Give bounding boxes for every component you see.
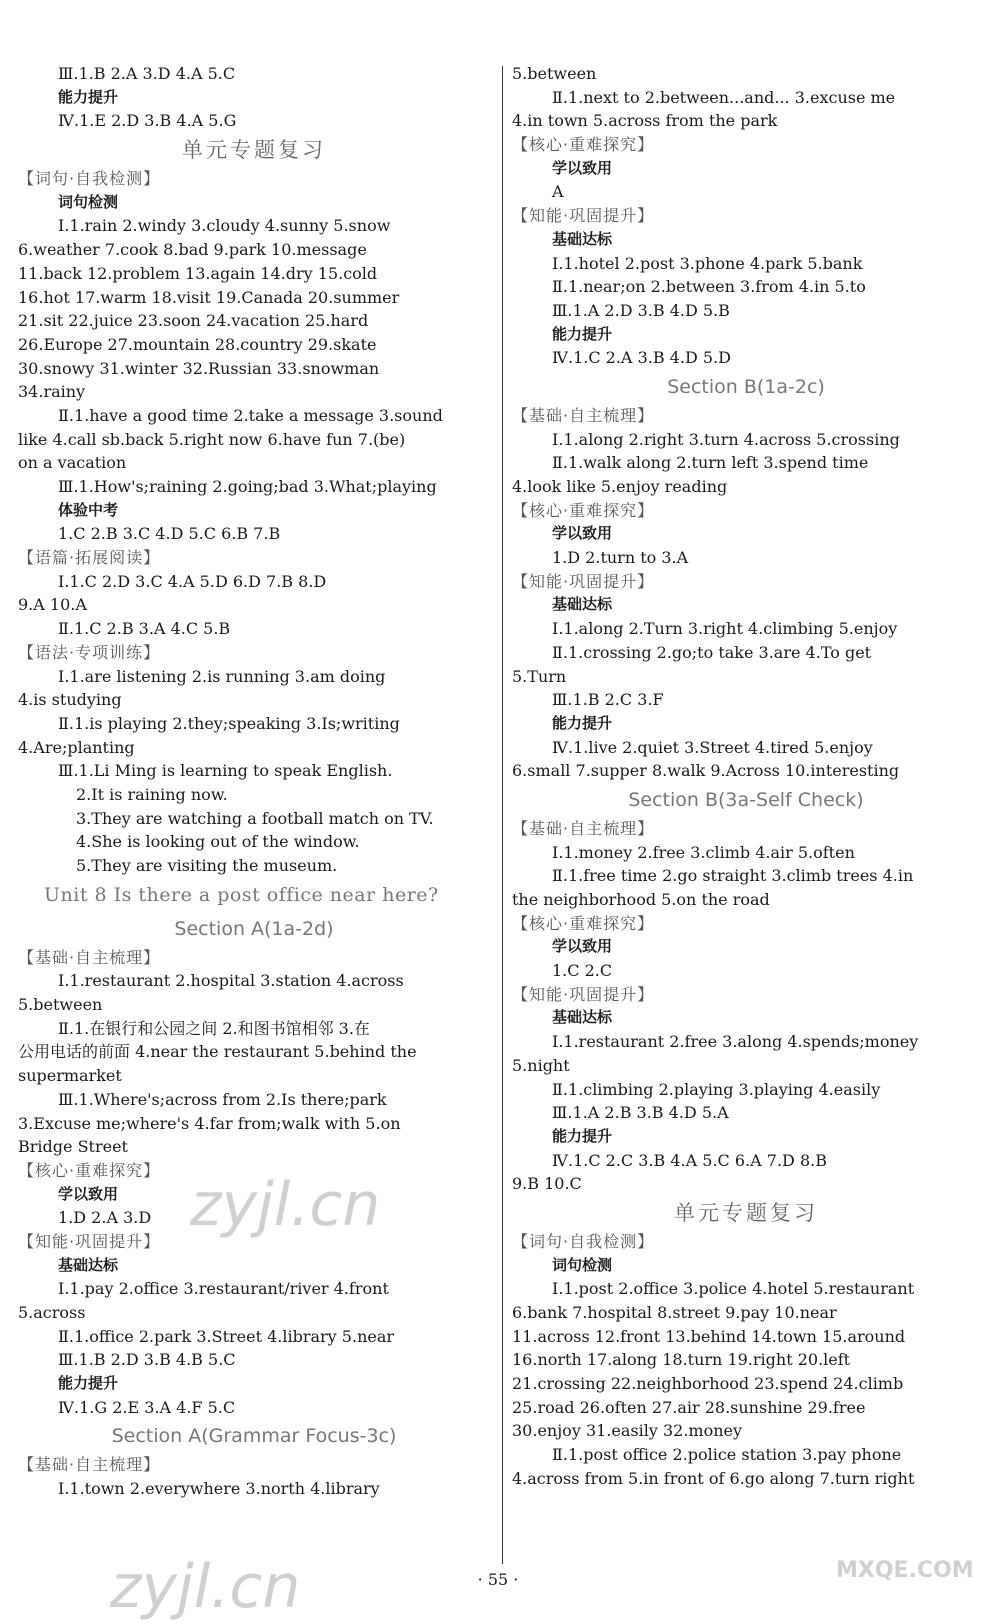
section-heading: Section A(1a-2d) <box>174 917 334 940</box>
answer-line: 34.rainy <box>18 382 86 402</box>
section-tag: 【语篇·拓展阅读】 <box>18 548 161 568</box>
answer-line: 4.in town 5.across from the park <box>512 111 778 131</box>
answer-line: Ⅱ.1.在银行和公园之间 2.和图书馆相邻 3.在 <box>58 1018 370 1038</box>
section-heading: Section B(1a-2c) <box>667 375 825 398</box>
sub-heading: 学以致用 <box>552 937 613 956</box>
section-tag: 【基础·自主梳理】 <box>512 818 655 838</box>
answer-line: Ⅲ.1.B 2.A 3.D 4.A 5.C <box>58 64 236 83</box>
sub-heading: 词句检测 <box>552 1255 613 1274</box>
section-tag: 【核心·重难探究】 <box>512 135 655 155</box>
sub-heading: 学以致用 <box>552 524 613 543</box>
section-tag: 【知能·巩固提升】 <box>512 984 655 1004</box>
answer-line: 1.C 2.B 3.C 4.D 5.C 6.B 7.B <box>58 524 281 544</box>
answer-line: 2.It is raining now. <box>76 784 228 804</box>
answer-line: 4.look like 5.enjoy reading <box>512 477 728 496</box>
answer-line: 11.back 12.problem 13.again 14.dry 15.cold <box>18 263 378 283</box>
answer-line: 4.is studying <box>18 690 122 710</box>
answer-line: Ⅰ.1.money 2.free 3.climb 4.air 5.often <box>552 842 855 862</box>
watermark-corner: MXQE.COM <box>836 1558 974 1583</box>
answer-line: Ⅱ.1.crossing 2.go;to take 3.are 4.To get <box>552 642 872 662</box>
section-tag: 【语法·专项训练】 <box>18 642 161 662</box>
answer-line: Ⅱ.1.C 2.B 3.A 4.C 5.B <box>58 619 231 639</box>
answer-line: 21.crossing 22.neighborhood 23.spend 24.climb <box>512 1374 904 1394</box>
answer-line: like 4.call sb.back 5.right now 6.have fun 7.(be) <box>18 429 406 449</box>
sub-heading: 体验中考 <box>58 500 119 519</box>
sub-heading: 能力提升 <box>552 713 613 732</box>
sub-heading: 能力提升 <box>552 324 613 343</box>
answer-line: 25.road 26.often 27.air 28.sunshine 29.free <box>512 1397 866 1417</box>
answer-line: 3.They are watching a football match on TV. <box>76 808 434 828</box>
answer-line: Ⅲ.1.How's;raining 2.going;bad 3.What;playing <box>58 477 437 496</box>
answer-line: 11.across 12.front 13.behind 14.town 15.around <box>512 1326 906 1346</box>
answer-line: Ⅲ.1.A 2.B 3.B 4.D 5.A <box>552 1103 729 1123</box>
section-tag: 【基础·自主梳理】 <box>512 405 655 425</box>
unit-review-title: 单元专题复习 <box>182 138 326 163</box>
answer-line: on a vacation <box>18 453 127 473</box>
answer-line: 1.D 2.A 3.D <box>58 1208 152 1228</box>
answer-line: Ⅱ.1.post office 2.police station 3.pay phone <box>552 1445 902 1465</box>
sub-heading: 能力提升 <box>58 1374 119 1393</box>
answer-line: 6.weather 7.cook 8.bad 9.park 10.message <box>18 240 367 260</box>
section-tag: 【基础·自主梳理】 <box>18 1455 161 1475</box>
right-column <box>512 62 980 1491</box>
sub-heading: 学以致用 <box>552 158 613 177</box>
answer-line: Ⅰ.1.post 2.office 3.police 4.hotel 5.restaurant <box>552 1279 915 1299</box>
answer-line: Ⅱ.1.have a good time 2.take a message 3.sound <box>58 405 443 425</box>
answer-line: Ⅰ.1.restaurant 2.free 3.along 4.spends;money <box>552 1032 919 1052</box>
answer-line: Ⅲ.1.A 2.D 3.B 4.D 5.B <box>552 300 730 320</box>
section-tag: 【核心·重难探究】 <box>18 1160 161 1180</box>
answer-line: 30.snowy 31.winter 32.Russian 33.snowman <box>18 358 380 378</box>
answer-line: Ⅲ.1.B 2.D 3.B 4.B 5.C <box>58 1350 236 1370</box>
sub-heading: 能力提升 <box>552 1126 613 1145</box>
section-tag: 【知能·巩固提升】 <box>512 206 655 226</box>
answer-line: 9.B 10.C <box>512 1174 582 1194</box>
answer-line: Ⅰ.1.town 2.everywhere 3.north 4.library <box>58 1479 380 1499</box>
unit-heading: Unit 8 Is there a post office near here? <box>44 883 439 906</box>
section-tag: 【知能·巩固提升】 <box>18 1231 161 1251</box>
section-tag: 【知能·巩固提升】 <box>512 571 655 591</box>
section-tag: 【词句·自我检测】 <box>18 169 161 189</box>
answer-line: Ⅱ.1.free time 2.go straight 3.climb trees 4.in <box>552 866 914 886</box>
answer-line: 5.between <box>18 995 103 1015</box>
section-heading: Section A(Grammar Focus-3c) <box>111 1425 397 1448</box>
answer-line: Ⅳ.1.live 2.quiet 3.Street 4.tired 5.enjoy <box>552 737 873 757</box>
answer-line: 4.She is looking out of the window. <box>76 832 360 852</box>
sub-heading: 词句检测 <box>58 192 119 211</box>
answer-line: Ⅱ.1.walk along 2.turn left 3.spend time <box>552 453 869 473</box>
answer-line: 5.across <box>18 1303 86 1322</box>
answer-line: 4.Are;planting <box>18 737 135 757</box>
section-tag: 【基础·自主梳理】 <box>18 947 161 967</box>
answer-line: the neighborhood 5.on the road <box>512 890 770 909</box>
answer-line: Ⅲ.1.Where's;across from 2.Is there;park <box>58 1089 387 1109</box>
watermark-center: zyjl.cn <box>190 1170 381 1240</box>
answer-line: Ⅰ.1.restaurant 2.hospital 3.station 4.across <box>58 971 404 991</box>
page-number: · 55 · <box>477 1570 519 1589</box>
answer-line: 16.hot 17.warm 18.visit 19.Canada 20.summer <box>18 287 400 307</box>
sub-heading: 基础达标 <box>552 229 613 248</box>
answer-line: Ⅳ.1.C 2.C 3.B 4.A 5.C 6.A 7.D 8.B <box>552 1150 827 1170</box>
unit-review-title: 单元专题复习 <box>674 1200 818 1225</box>
answer-line: Ⅲ.1.Li Ming is learning to speak English. <box>58 761 393 781</box>
sub-heading: 基础达标 <box>552 595 613 614</box>
answer-line: Ⅱ.1.next to 2.between...and... 3.excuse me <box>552 87 896 107</box>
answer-line: Ⅱ.1.is playing 2.they;speaking 3.Is;writing <box>58 713 400 733</box>
answer-line: Ⅰ.1.are listening 2.is running 3.am doing <box>58 666 386 686</box>
answer-line: 26.Europe 27.mountain 28.country 29.skate <box>18 334 377 354</box>
answer-line: Ⅳ.1.C 2.A 3.B 4.D 5.D <box>552 348 731 368</box>
answer-line: Ⅱ.1.climbing 2.playing 3.playing 4.easily <box>552 1079 881 1099</box>
section-heading: Section B(3a-Self Check) <box>628 788 864 811</box>
answer-line: Ⅰ.1.hotel 2.post 3.phone 4.park 5.bank <box>552 253 863 273</box>
answer-line: Ⅰ.1.along 2.right 3.turn 4.across 5.crossing <box>552 429 900 449</box>
answer-line: Bridge Street <box>18 1137 128 1157</box>
section-tag: 【核心·重难探究】 <box>512 913 655 933</box>
answer-line: 3.Excuse me;where's 4.far from;walk with 5.on <box>18 1113 401 1133</box>
sub-heading: 基础达标 <box>552 1008 613 1027</box>
answer-line: A <box>552 182 564 202</box>
section-tag: 【词句·自我检测】 <box>512 1231 655 1251</box>
answer-line: Ⅳ.1.G 2.E 3.A 4.F 5.C <box>58 1397 236 1417</box>
answer-line: 1.C 2.C <box>552 961 613 981</box>
answer-line: Ⅳ.1.E 2.D 3.B 4.A 5.G <box>58 111 237 131</box>
answer-line: Ⅱ.1.office 2.park 3.Street 4.library 5.near <box>58 1326 395 1346</box>
answer-line: 5.night <box>512 1055 570 1075</box>
answer-line: 6.bank 7.hospital 8.street 9.pay 10.near <box>512 1303 837 1322</box>
answer-line: Ⅱ.1.near;on 2.between 3.from 4.in 5.to <box>552 277 866 297</box>
column-divider <box>502 66 503 1564</box>
answer-line: Ⅰ.1.rain 2.windy 3.cloudy 4.sunny 5.snow <box>58 216 391 236</box>
answer-line: 5.Turn <box>512 666 567 686</box>
section-tag: 【核心·重难探究】 <box>512 500 655 520</box>
answer-line: Ⅰ.1.pay 2.office 3.restaurant/river 4.front <box>58 1279 389 1299</box>
answer-line: Ⅰ.1.along 2.Turn 3.right 4.climbing 5.enjoy <box>552 619 898 639</box>
answer-line: 公用电话的前面 4.near the restaurant 5.behind the <box>18 1042 417 1062</box>
answer-line: 30.enjoy 31.easily 32.money <box>512 1421 743 1441</box>
answer-line: 1.D 2.turn to 3.A <box>552 548 689 568</box>
answer-line: supermarket <box>18 1066 122 1086</box>
answer-line: Ⅲ.1.B 2.C 3.F <box>552 690 664 710</box>
answer-line: 5.They are visiting the museum. <box>76 856 338 875</box>
answer-line: 5.between <box>512 64 597 83</box>
left-column <box>18 62 490 1501</box>
sub-heading: 基础达标 <box>58 1255 119 1274</box>
sub-heading: 能力提升 <box>58 87 119 106</box>
watermark-bottom: zyjl.cn <box>110 1552 301 1622</box>
answer-line: 9.A 10.A <box>18 595 87 615</box>
answer-line: 16.north 17.along 18.turn 19.right 20.left <box>512 1350 851 1370</box>
answer-line: Ⅰ.1.C 2.D 3.C 4.A 5.D 6.D 7.B 8.D <box>58 571 327 591</box>
answer-line: 4.across from 5.in front of 6.go along 7.turn right <box>512 1468 915 1488</box>
answer-line: 6.small 7.supper 8.walk 9.Across 10.interesting <box>512 761 900 781</box>
answer-line: 21.sit 22.juice 23.soon 24.vacation 25.hard <box>18 311 369 331</box>
sub-heading: 学以致用 <box>58 1184 119 1203</box>
